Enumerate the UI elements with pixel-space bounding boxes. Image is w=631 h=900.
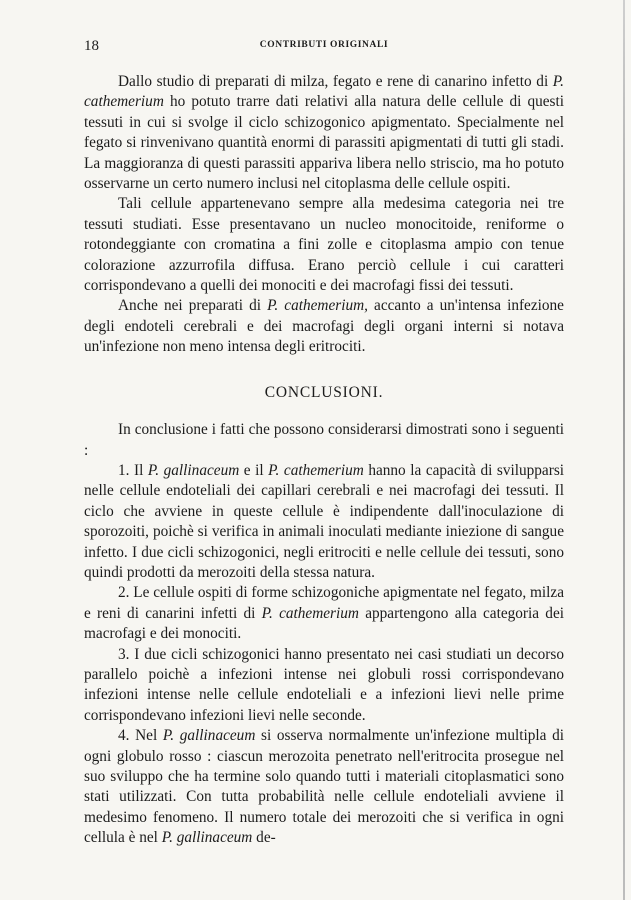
- species-name: P. gallinaceum: [162, 727, 256, 745]
- paragraph-milza: Dallo studio di preparati di milza, fegato e rene di canarino infetto di P. cathemerium ho potuto trarre dati relativi alla natura delle cellule di questi tessuti in cui si svolge il ciclo schizogonico apigmentato. Specialmente nel fegato si rinvenivano quantità enormi di parassiti apigmentati di tutti gli stadi. La maggioranza di questi parassiti appariva libera nello striscio, ma ho potuto osservarne un certo numero inclusi nel citoplasma delle cellule ospiti.: [84, 73, 564, 193]
- conclusion-item-2: 2. Le cellule ospiti di forme schizogoniche apigmentate nel fegato, milza e reni di canarini infetti di P. cathemerium appartengono alla categoria dei macrofagi e dei monociti.: [84, 584, 564, 643]
- conclusion-item-1: 1. Il P. gallinaceum e il P. cathemerium hanno la capacità di svilupparsi nelle cellule endoteliali dei capillari cerebrali e nei macrofagi dei tessuti. Il ciclo che avviene in queste cellule è indipendente dall'inoculazione di sporozoiti, poichè si verifica in animali inoculati mediante iniezione di sangue infetto. I due cicli schizogonici, negli eritrociti e nelle cellule dei tessuti, sono quindi prodotti da merozoiti della stessa natura.: [84, 461, 565, 581]
- species-name: P. cathemerium,: [267, 297, 368, 315]
- conclusion-item-4: 4. Nel P. gallinaceum si osserva normalmente un'infezione multipla di ogni globulo rosso : ciascun merozoita penetrato nell'eritrocita prosegue nel suo sviluppo che ha termine solo quando tutti i materiali citoplasmatici sono stati utilizzati. Con tutta probabilità nelle cellule endoteliali avviene il medesimo fenomeno. Il numero totale dei merozoiti che si verifica in ogni cellula è nel P. gallinaceum de-: [84, 727, 564, 847]
- page-header: [84, 38, 564, 58]
- species-name: P. cathemerium: [84, 73, 564, 111]
- running-title: CONTRIBUTI ORIGINALI: [259, 40, 389, 50]
- conclusion-item-3: 3. I due cicli schizogonici hanno presentato nei casi studiati un decorso parallelo poichè a infezioni intense nei globuli rossi corrispondevano infezioni intense nelle cellule endoteliali e a infezioni lievi nelle prime corrispondevano infezioni lievi nelle seconde.: [84, 645, 564, 724]
- species-name: P. gallinaceum: [147, 461, 240, 479]
- page-number: 18: [84, 38, 99, 54]
- section-heading: CONCLUSIONI.: [264, 383, 384, 401]
- species-name: P. gallinaceum: [161, 829, 253, 847]
- conclusion-intro: In conclusione i fatti che possono considerarsi dimostrati sono i seguenti :: [84, 421, 564, 459]
- page-edge: [623, 0, 625, 900]
- body-text: [84, 72, 564, 849]
- species-name: P. cathemerium: [261, 604, 359, 622]
- species-name: P. cathemerium: [268, 461, 364, 479]
- paragraph-cellule: Tali cellule appartenevano sempre alla medesima categoria nei tre tessuti studiati. Esse presentavano un nucleo monocitoide, reniforme o rotondeggiante con cromatina a fini zolle e citoplasma ampio con tenue colorazione azzurrofila diffusa. Erano perciò cellule i cui caratteri corrispondevano a quelli dei monociti e dei macrofagi fissi dei tessuti.: [84, 195, 564, 295]
- paragraph-eritrociti: Anche nei preparati di P. cathemerium, accanto a un'intensa infezione degli endoteli cerebrali e dei macrofagi degli organi interni si notava un'infezione non meno intensa degli eritrociti.: [84, 297, 564, 356]
